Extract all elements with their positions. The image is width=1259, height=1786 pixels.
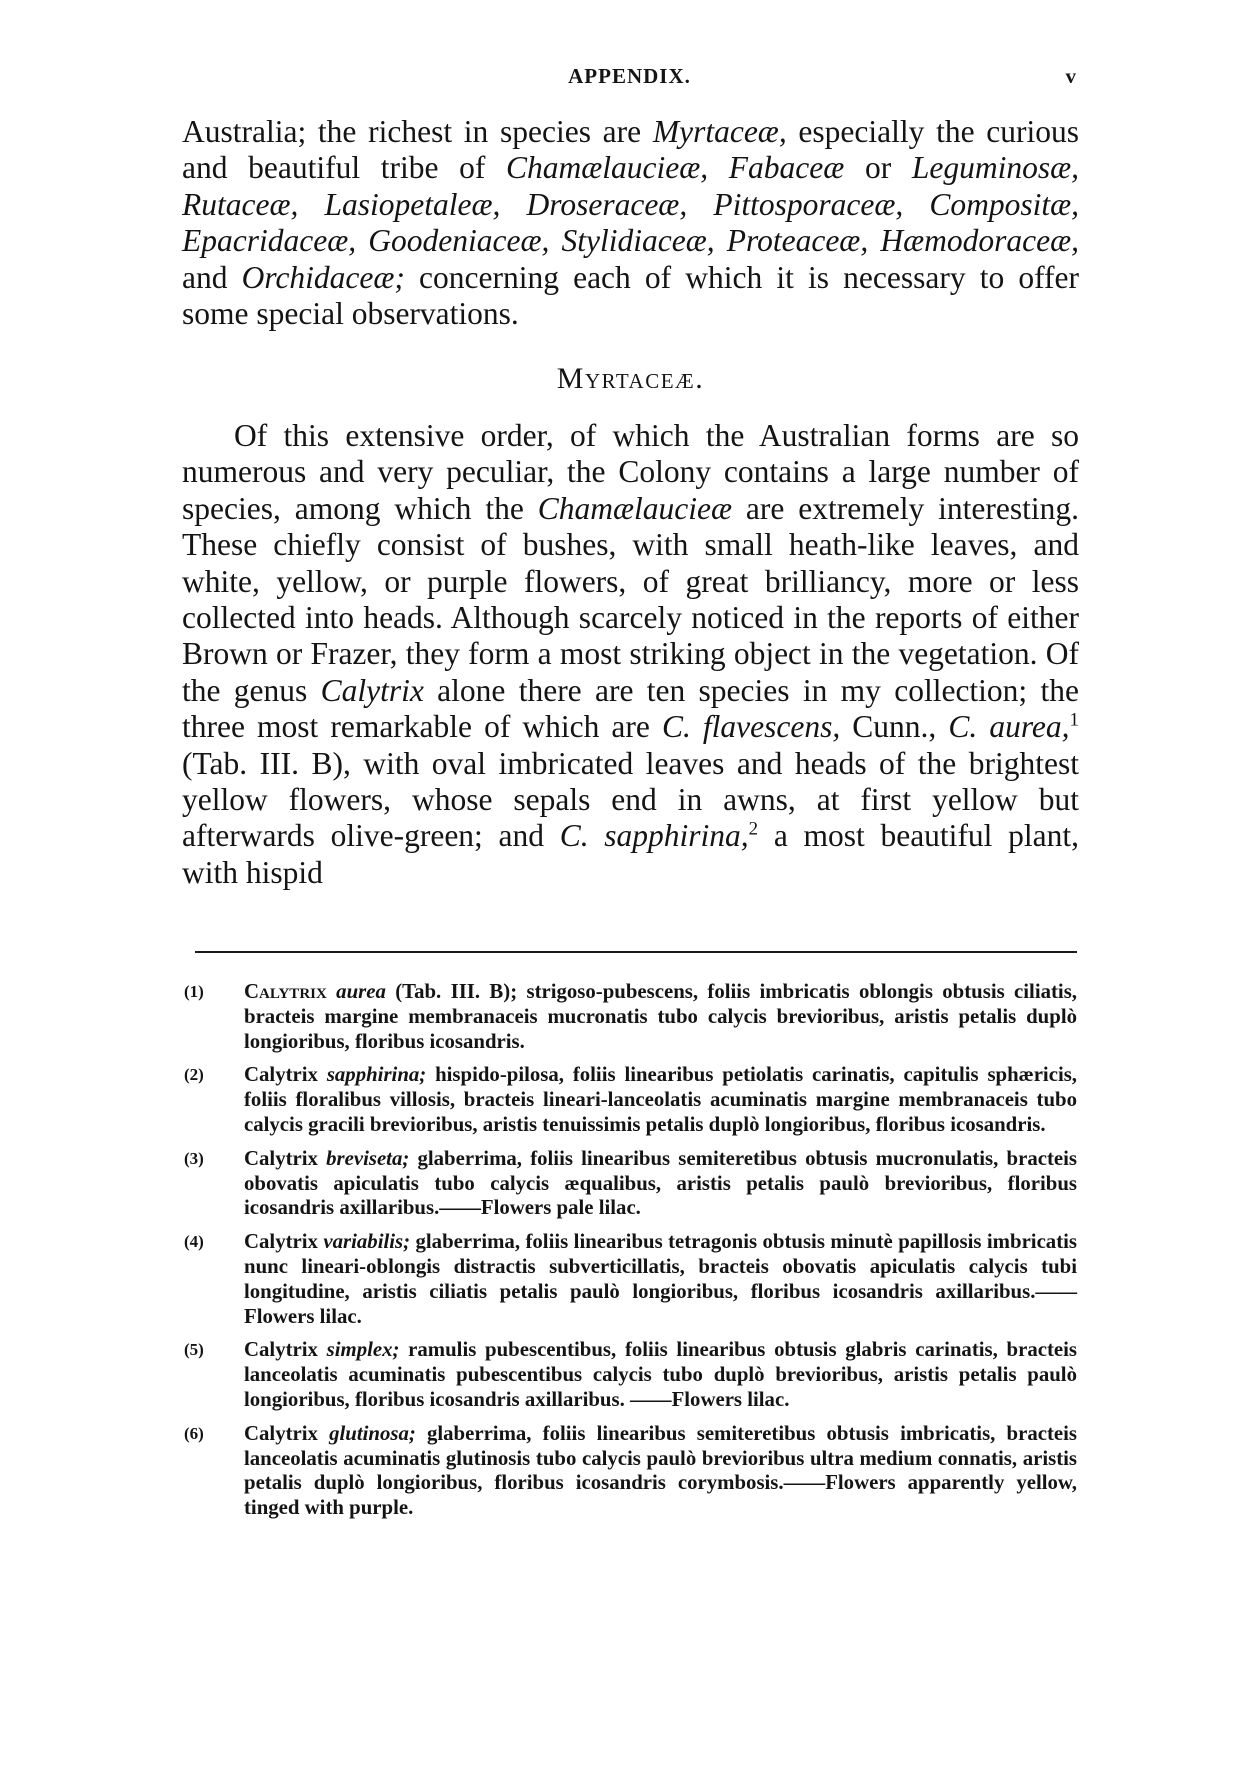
running-title: APPENDIX. bbox=[568, 64, 691, 88]
footnote-2: (2) Calytrix sapphirina; hispido-pilosa, foliis linearibus petiolatis carinatis, capitulis sphæricis, foliis floralibus villosis, bracteis lineari-lanceolatis acuminatis margine membranaceis tubo calycis gracili brevioribus, aristis tenuissimis petalis duplò longioribus, floribus icosandris. bbox=[184, 1063, 1078, 1136]
footnote-1: (1) Calytrix aurea (Tab. III. B); strigoso-pubescens, foliis imbricatis oblongis obtusis ciliatis, bracteis margine membranaceis mucronatis tubo calycis brevioribus, aristis petalis duplò longioribus, floribus icosandris. bbox=[184, 980, 1077, 1053]
footnote-3: (3) Calytrix breviseta; glaberrima, foliis linearibus semiteretibus obtusis mucronulatis, bracteis obovatis apiculatis tubo calycis æqualibus, aristis petalis paulò brevioribus, floribus icosandris axillaribus.——Flowers pale lilac. bbox=[184, 1146, 1077, 1220]
section-heading: Myrtaceæ. bbox=[556, 362, 705, 395]
footnote-ref-2: 2 bbox=[748, 818, 759, 840]
footnote-ref-1: 1 bbox=[1069, 709, 1079, 731]
footnote-5: (5) Calytrix simplex; ramulis pubescentibus, foliis linearibus obtusis glabris carinatis, bracteis lanceolatis acuminatis pubescentibus calycis tubo duplò brevioribus, aristis petalis paulò longioribus, floribus icosandris axillaribus. ——Flowers lilac. bbox=[184, 1338, 1077, 1411]
footnote-6: (6) Calytrix glutinosa; glaberrima, foliis linearibus semiteretibus obtusis imbricatis, bracteis lanceolatis acuminatis glutinosis tubo calycis paulò brevioribus ultra medium connatis, aristis petalis duplò longioribus, floribus icosandris corymbosis.——Flowers apparently yellow, tinged with purple. bbox=[184, 1421, 1077, 1520]
footnote-4: (4) Calytrix variabilis; glaberrima, foliis linearibus tetragonis obtusis minutè papillosis imbricatis nunc lineari-oblongis distractis subverticillatis, bracteis obovatis apiculatis calycis tubi longitudine, aristis ciliatis petalis paulò longioribus, floribus icosandris axillaribus.——Flowers lilac. bbox=[184, 1230, 1077, 1328]
running-header bbox=[182, 64, 1077, 94]
page-number: v bbox=[1065, 64, 1077, 88]
paragraph-families: Australia; the richest in species are Myrtaceæ, especially the curious and beautiful tribe of Chamælaucieæ, Fabaceæ or Leguminosæ, Rutaceæ, Lasiopetaleæ, Droseraceæ, Pittosporaceæ, Compositæ, Epacridaceæ, Goodeniaceæ, Stylidiaceæ, Proteaceæ, Hæmodoraceæ, and Orchidaceæ; concerning each of which it is necessary to offer some special observations. bbox=[182, 114, 1079, 332]
footnote-divider bbox=[195, 951, 1077, 953]
paragraph-myrtaceae: Of this extensive order, of which the Australian forms are so numerous and very peculiar, the Colony contains a large number of species, among which the Chamælaucieæ are extremely interesting. These chiefly consist of bushes, with small heath-like leaves, and white, yellow, or purple flowers, of great brilliancy, more or less collected into heads. Although scarcely noticed in the reports of either Brown or Frazer, they form a most striking object in the vegetation. Of the genus Calytrix alone there are ten species in my collection; the three most remarkable of which are C. flavescens, Cunn., C. aurea,$^1$ (Tab. III. B), with oval imbricated leaves and heads of the brightest yellow flowers, whose sepals end in awns, at first yellow but afterwards olive-green; and C. sapphirina,$^2$ a most beautiful plant, with hispid bbox=[182, 418, 1079, 890]
footnotes bbox=[184, 980, 1077, 1530]
